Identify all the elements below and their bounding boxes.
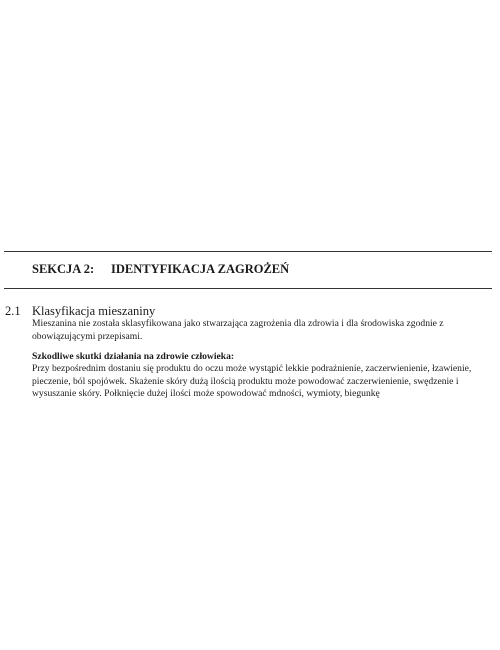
health-effects-paragraph: Przy bezpośrednim dostaniu się produktu do oczu może wystąpić lekkie podrażnienie, zaczerwienienie, łzawienie, pieczenie, ból spojówek. Skażenie skóry dużą ilością produktu może powodować zaczerwienienie, swędzenie i wysuszanie skóry. Połknięcie dużej ilości może spowodować mdności, wymioty, biegunkę xyxy=(32,363,472,400)
section-number: SEKCJA 2: xyxy=(32,262,95,276)
health-effects-heading: Szkodliwe skutki działania na zdrowie człowieka: xyxy=(32,351,235,362)
section-heading xyxy=(32,262,289,277)
section-title: IDENTYFIKACJA ZAGROŻEŃ xyxy=(111,262,290,276)
classification-paragraph: Mieszanina nie została sklasyfikowana jako stwarzająca zagrożenia dla zdrowia i dla środowiska zgodnie z obowiązującymi przepisami. xyxy=(32,318,444,342)
subsection-number: 2.1 xyxy=(5,304,21,318)
section-bottom-rule xyxy=(4,288,492,289)
subsection-title: Klasyfikacja mieszaniny xyxy=(32,304,156,318)
section-top-rule xyxy=(4,251,492,252)
